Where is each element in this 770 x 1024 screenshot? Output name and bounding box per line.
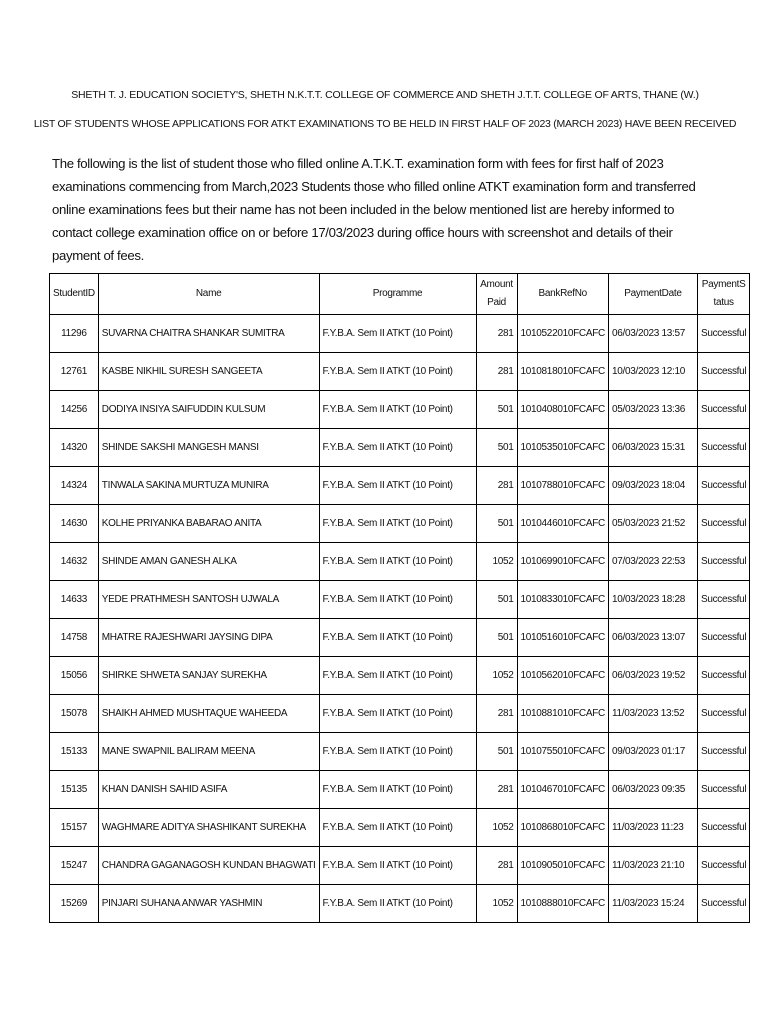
cell-payment-date: 06/03/2023 13:57 [608, 315, 697, 353]
cell-payment-status: Successful [697, 771, 749, 809]
cell-student-id: 14758 [50, 619, 99, 657]
cell-bank-ref-no: 1010868010FCAFC [517, 809, 608, 847]
cell-payment-status: Successful [697, 391, 749, 429]
cell-bank-ref-no: 1010905010FCAFC [517, 847, 608, 885]
cell-bank-ref-no: 1010446010FCAFC [517, 505, 608, 543]
cell-payment-date: 05/03/2023 13:36 [608, 391, 697, 429]
cell-amount-paid: 281 [476, 771, 517, 809]
table-row [50, 657, 750, 695]
cell-programme: F.Y.B.A. Sem II ATKT (10 Point) [319, 809, 476, 847]
cell-amount-paid: 281 [476, 353, 517, 391]
cell-programme: F.Y.B.A. Sem II ATKT (10 Point) [319, 657, 476, 695]
col-header-name: Name [98, 274, 319, 315]
cell-bank-ref-no: 1010516010FCAFC [517, 619, 608, 657]
cell-amount-paid: 501 [476, 619, 517, 657]
cell-amount-paid: 1052 [476, 543, 517, 581]
cell-payment-status: Successful [697, 847, 749, 885]
cell-bank-ref-no: 1010699010FCAFC [517, 543, 608, 581]
cell-payment-date: 06/03/2023 09:35 [608, 771, 697, 809]
cell-payment-status: Successful [697, 429, 749, 467]
cell-payment-date: 11/03/2023 13:52 [608, 695, 697, 733]
list-title: LIST OF STUDENTS WHOSE APPLICATIONS FOR ATKT EXAMINATIONS TO BE HELD IN FIRST HALF OF 2023 (MARCH 2023) HAVE BEEN RECEIVED [33, 118, 737, 130]
cell-payment-date: 05/03/2023 21:52 [608, 505, 697, 543]
cell-payment-status: Successful [697, 315, 749, 353]
cell-payment-status: Successful [697, 581, 749, 619]
cell-bank-ref-no: 1010888010FCAFC [517, 885, 608, 923]
cell-payment-status: Successful [697, 543, 749, 581]
cell-amount-paid: 1052 [476, 809, 517, 847]
cell-name: WAGHMARE ADITYA SHASHIKANT SUREKHA [98, 809, 319, 847]
cell-bank-ref-no: 1010818010FCAFC [517, 353, 608, 391]
cell-payment-date: 11/03/2023 15:24 [608, 885, 697, 923]
cell-name: YEDE PRATHMESH SANTOSH UJWALA [98, 581, 319, 619]
cell-bank-ref-no: 1010562010FCAFC [517, 657, 608, 695]
cell-student-id: 12761 [50, 353, 99, 391]
cell-payment-date: 11/03/2023 21:10 [608, 847, 697, 885]
cell-payment-status: Successful [697, 657, 749, 695]
cell-programme: F.Y.B.A. Sem II ATKT (10 Point) [319, 543, 476, 581]
cell-name: SHAIKH AHMED MUSHTAQUE WAHEEDA [98, 695, 319, 733]
cell-bank-ref-no: 1010881010FCAFC [517, 695, 608, 733]
cell-student-id: 15135 [50, 771, 99, 809]
cell-name: TINWALA SAKINA MURTUZA MUNIRA [98, 467, 319, 505]
cell-student-id: 15247 [50, 847, 99, 885]
cell-name: MANE SWAPNIL BALIRAM MEENA [98, 733, 319, 771]
table-row [50, 733, 750, 771]
cell-programme: F.Y.B.A. Sem II ATKT (10 Point) [319, 771, 476, 809]
table-row [50, 467, 750, 505]
cell-payment-date: 06/03/2023 13:07 [608, 619, 697, 657]
cell-payment-status: Successful [697, 619, 749, 657]
col-header-student-id: StudentID [50, 274, 99, 315]
table-row [50, 885, 750, 923]
table-header-row [50, 274, 750, 315]
cell-student-id: 14324 [50, 467, 99, 505]
cell-student-id: 15078 [50, 695, 99, 733]
cell-student-id: 14256 [50, 391, 99, 429]
cell-bank-ref-no: 1010522010FCAFC [517, 315, 608, 353]
cell-student-id: 11296 [50, 315, 99, 353]
cell-amount-paid: 1052 [476, 885, 517, 923]
cell-student-id: 14633 [50, 581, 99, 619]
cell-programme: F.Y.B.A. Sem II ATKT (10 Point) [319, 619, 476, 657]
cell-payment-status: Successful [697, 695, 749, 733]
col-header-amount-paid: AmountPaid [476, 274, 517, 315]
cell-student-id: 15157 [50, 809, 99, 847]
cell-student-id: 15056 [50, 657, 99, 695]
cell-programme: F.Y.B.A. Sem II ATKT (10 Point) [319, 505, 476, 543]
col-header-payment-date: PaymentDate [608, 274, 697, 315]
table-row [50, 353, 750, 391]
col-header-bank-ref-no: BankRefNo [517, 274, 608, 315]
cell-payment-status: Successful [697, 809, 749, 847]
table-row [50, 505, 750, 543]
intro-paragraph: The following is the list of student those who filled online A.T.K.T. examination form with fees for first half of 2023 examinations commencing from March,2023 Students those who filled online ATKT examination form and transferred online examinations fees but their name has not been included in the below mentioned list are hereby informed to contact college examination office on or before 17/03/2023 during office hours with screenshot and details of their payment of fees. [52, 156, 696, 263]
table-row [50, 619, 750, 657]
cell-amount-paid: 501 [476, 505, 517, 543]
cell-programme: F.Y.B.A. Sem II ATKT (10 Point) [319, 429, 476, 467]
cell-bank-ref-no: 1010788010FCAFC [517, 467, 608, 505]
cell-amount-paid: 501 [476, 429, 517, 467]
table-row [50, 391, 750, 429]
cell-name: CHANDRA GAGANAGOSH KUNDAN BHAGWATI [98, 847, 319, 885]
table-row [50, 581, 750, 619]
cell-name: SHIRKE SHWETA SANJAY SUREKHA [98, 657, 319, 695]
cell-student-id: 15133 [50, 733, 99, 771]
cell-name: SHINDE SAKSHI MANGESH MANSI [98, 429, 319, 467]
cell-payment-date: 09/03/2023 01:17 [608, 733, 697, 771]
cell-payment-status: Successful [697, 885, 749, 923]
cell-name: DODIYA INSIYA SAIFUDDIN KULSUM [98, 391, 319, 429]
cell-amount-paid: 501 [476, 581, 517, 619]
cell-student-id: 14632 [50, 543, 99, 581]
col-header-programme: Programme [319, 274, 476, 315]
cell-amount-paid: 1052 [476, 657, 517, 695]
cell-programme: F.Y.B.A. Sem II ATKT (10 Point) [319, 315, 476, 353]
col-header-payment-status: PaymentStatus [697, 274, 749, 315]
cell-payment-date: 09/03/2023 18:04 [608, 467, 697, 505]
cell-amount-paid: 281 [476, 467, 517, 505]
cell-amount-paid: 501 [476, 391, 517, 429]
cell-name: SUVARNA CHAITRA SHANKAR SUMITRA [98, 315, 319, 353]
cell-student-id: 14320 [50, 429, 99, 467]
cell-payment-date: 06/03/2023 19:52 [608, 657, 697, 695]
table-row [50, 543, 750, 581]
table-row [50, 315, 750, 353]
table-body [50, 315, 750, 923]
students-table [49, 273, 750, 923]
cell-amount-paid: 281 [476, 315, 517, 353]
cell-payment-date: 10/03/2023 18:28 [608, 581, 697, 619]
cell-amount-paid: 501 [476, 733, 517, 771]
cell-programme: F.Y.B.A. Sem II ATKT (10 Point) [319, 581, 476, 619]
cell-student-id: 14630 [50, 505, 99, 543]
cell-payment-status: Successful [697, 505, 749, 543]
cell-bank-ref-no: 1010535010FCAFC [517, 429, 608, 467]
cell-student-id: 15269 [50, 885, 99, 923]
table-row [50, 695, 750, 733]
table-row [50, 429, 750, 467]
cell-payment-date: 06/03/2023 15:31 [608, 429, 697, 467]
cell-programme: F.Y.B.A. Sem II ATKT (10 Point) [319, 695, 476, 733]
cell-name: MHATRE RAJESHWARI JAYSING DIPA [98, 619, 319, 657]
cell-bank-ref-no: 1010408010FCAFC [517, 391, 608, 429]
cell-programme: F.Y.B.A. Sem II ATKT (10 Point) [319, 885, 476, 923]
cell-name: KASBE NIKHIL SURESH SANGEETA [98, 353, 319, 391]
cell-payment-status: Successful [697, 467, 749, 505]
cell-payment-date: 11/03/2023 11:23 [608, 809, 697, 847]
cell-payment-date: 10/03/2023 12:10 [608, 353, 697, 391]
cell-payment-date: 07/03/2023 22:53 [608, 543, 697, 581]
cell-programme: F.Y.B.A. Sem II ATKT (10 Point) [319, 467, 476, 505]
cell-amount-paid: 281 [476, 847, 517, 885]
cell-amount-paid: 281 [476, 695, 517, 733]
table-row [50, 771, 750, 809]
cell-payment-status: Successful [697, 353, 749, 391]
cell-programme: F.Y.B.A. Sem II ATKT (10 Point) [319, 847, 476, 885]
cell-programme: F.Y.B.A. Sem II ATKT (10 Point) [319, 391, 476, 429]
cell-programme: F.Y.B.A. Sem II ATKT (10 Point) [319, 733, 476, 771]
college-header: SHETH T. J. EDUCATION SOCIETY'S, SHETH N.K.T.T. COLLEGE OF COMMERCE AND SHETH J.T.T. COLLEGE OF ARTS, THANE (W.) [71, 89, 699, 101]
cell-programme: F.Y.B.A. Sem II ATKT (10 Point) [319, 353, 476, 391]
cell-bank-ref-no: 1010467010FCAFC [517, 771, 608, 809]
table-row [50, 847, 750, 885]
cell-name: PINJARI SUHANA ANWAR YASHMIN [98, 885, 319, 923]
cell-name: KOLHE PRIYANKA BABARAO ANITA [98, 505, 319, 543]
cell-payment-status: Successful [697, 733, 749, 771]
cell-name: SHINDE AMAN GANESH ALKA [98, 543, 319, 581]
cell-bank-ref-no: 1010755010FCAFC [517, 733, 608, 771]
cell-bank-ref-no: 1010833010FCAFC [517, 581, 608, 619]
cell-name: KHAN DANISH SAHID ASIFA [98, 771, 319, 809]
table-row [50, 809, 750, 847]
